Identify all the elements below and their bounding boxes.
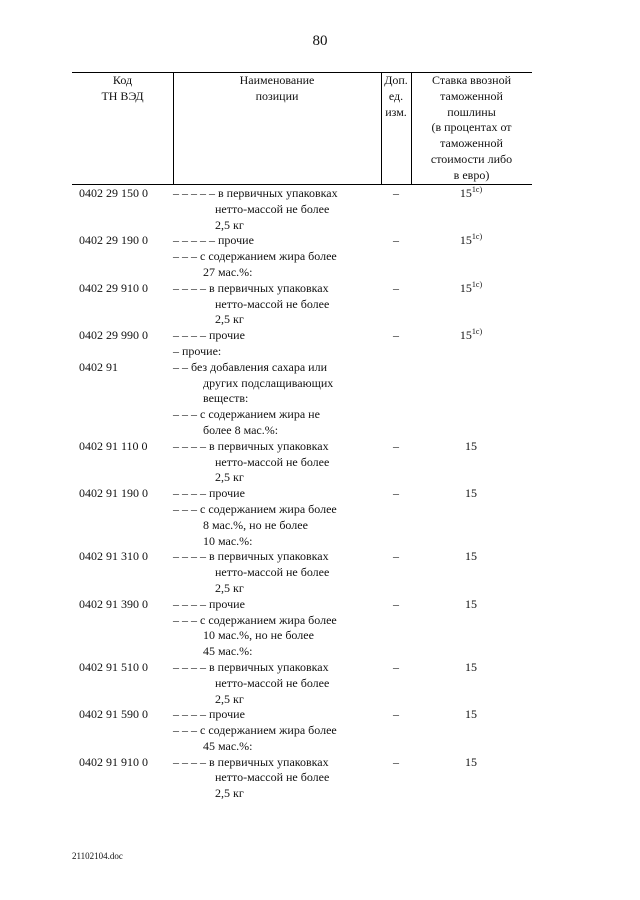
position-name xyxy=(173,328,388,344)
position-name-line: 10 мас.%: xyxy=(203,533,253,548)
table-row xyxy=(72,486,532,502)
position-name-line: 2,5 кг xyxy=(215,786,244,801)
duty-rate xyxy=(410,755,532,771)
header-unit xyxy=(381,73,411,120)
header-rate-line: стоимости либо xyxy=(430,151,513,166)
position-name xyxy=(173,502,388,549)
header-unit-line: ед. xyxy=(388,88,404,103)
position-name-line: 8 мас.%, но не более xyxy=(203,517,308,532)
duty-rate-value: 15 xyxy=(459,280,472,295)
table-row xyxy=(72,613,532,660)
duty-rate xyxy=(410,597,532,613)
extra-unit: – xyxy=(393,233,399,248)
table-row xyxy=(72,328,532,344)
position-name xyxy=(173,755,388,802)
header-rate xyxy=(411,73,532,184)
position-name-line: 45 мас.%: xyxy=(203,644,253,659)
extra-unit: – xyxy=(393,549,399,564)
extra-unit: – xyxy=(393,659,399,674)
position-name-line: – – – с содержанием жира более xyxy=(173,501,337,516)
duty-rate-value: 15 xyxy=(465,754,477,769)
duty-rate-value: 15 xyxy=(465,486,477,501)
column-divider xyxy=(411,73,412,184)
footnote-mark: 1c) xyxy=(471,185,483,194)
table-row xyxy=(72,249,532,281)
header-rate-line: Ставка ввозной xyxy=(431,73,512,87)
duty-rate-value: 15 xyxy=(465,659,477,674)
table-row xyxy=(72,186,532,233)
duty-rate-value: 15 xyxy=(465,596,477,611)
tariff-code: 0402 91 110 0 xyxy=(79,438,148,453)
position-name xyxy=(173,707,388,723)
header-code-line: ТН ВЭД xyxy=(101,88,144,103)
position-name xyxy=(173,439,388,486)
table-row xyxy=(72,549,532,596)
position-name-line: – – – – прочие xyxy=(173,596,245,611)
extra-unit: – xyxy=(393,328,399,343)
header-name-line: Наименование xyxy=(239,73,315,87)
position-name-line: – – – с содержанием жира более xyxy=(173,249,337,264)
extra-unit: – xyxy=(393,707,399,722)
position-name-line: – – – – прочие xyxy=(173,328,245,343)
position-name xyxy=(173,186,388,233)
duty-rate-value: 15 xyxy=(465,438,477,453)
header-rate-line: таможенной xyxy=(440,88,503,103)
position-name xyxy=(173,407,388,439)
duty-rate-value: 15 xyxy=(465,549,477,564)
extra-unit: – xyxy=(393,596,399,611)
duty-rate xyxy=(410,439,532,455)
position-name-line: 27 мас.%: xyxy=(203,264,253,279)
position-name-line: – – – – – в первичных упаковках xyxy=(173,186,338,200)
position-name-line: – – – – в первичных упаковках xyxy=(173,280,329,295)
position-name-line: 2,5 кг xyxy=(215,580,244,595)
position-name-line: нетто-массой не более xyxy=(215,201,330,216)
position-name-line: – – – – в первичных упаковках xyxy=(173,438,329,453)
position-name-line: – – – с содержанием жира более xyxy=(173,723,337,738)
position-name xyxy=(173,233,388,249)
table-row xyxy=(72,439,532,486)
tariff-code: 0402 91 510 0 xyxy=(79,659,148,674)
table-row xyxy=(72,597,532,613)
table-row xyxy=(72,660,532,707)
position-name xyxy=(173,249,388,281)
position-name-line: 10 мас.%, но не более xyxy=(203,628,314,643)
duty-rate-value: 15 xyxy=(459,328,472,343)
duty-rate-value: 15 xyxy=(459,233,472,248)
duty-rate-value: 15 xyxy=(459,186,472,200)
table-row xyxy=(72,360,532,407)
header-unit-line: Доп. xyxy=(384,73,408,87)
position-name-line: других подслащивающих xyxy=(203,375,334,390)
position-name-line: – – – – в первичных упаковках xyxy=(173,549,329,564)
position-name-line: нетто-массой не более xyxy=(215,770,330,785)
position-name-line: – – – с содержанием жира не xyxy=(173,407,320,422)
tariff-code: 0402 29 190 0 xyxy=(79,233,148,248)
position-name-line: нетто-массой не более xyxy=(215,296,330,311)
duty-rate xyxy=(410,328,532,344)
position-name-line: – – – – в первичных упаковках xyxy=(173,659,329,674)
header-rate-line: таможенной xyxy=(440,136,503,151)
position-name-line: более 8 мас.%: xyxy=(203,422,279,437)
duty-rate xyxy=(410,660,532,676)
column-divider xyxy=(381,73,382,184)
extra-unit: – xyxy=(393,186,399,200)
position-name-line: нетто-массой не более xyxy=(215,565,330,580)
tariff-code: 0402 91 190 0 xyxy=(79,486,148,501)
position-name-line: – – – – в первичных упаковках xyxy=(173,754,329,769)
tariff-code: 0402 91 310 0 xyxy=(79,549,148,564)
position-name xyxy=(173,360,388,407)
footnote-mark: 1c) xyxy=(471,327,483,337)
header-name-line: позиции xyxy=(255,88,299,103)
position-name xyxy=(173,486,388,502)
position-name-line: веществ: xyxy=(203,391,249,406)
tariff-code: 0402 91 390 0 xyxy=(79,596,148,611)
header-name xyxy=(173,73,381,105)
table-row xyxy=(72,281,532,328)
duty-rate xyxy=(410,233,532,249)
position-name-line: 45 мас.%: xyxy=(203,738,253,753)
position-name-line: – – – – прочие xyxy=(173,486,245,501)
extra-unit: – xyxy=(393,280,399,295)
footnote-mark: 1c) xyxy=(471,279,483,289)
position-name xyxy=(173,660,388,707)
duty-rate xyxy=(410,707,532,723)
page-number: 80 xyxy=(312,33,328,49)
table-row xyxy=(72,233,532,249)
file-name-footer: 21102104.doc xyxy=(72,851,123,861)
tariff-code: 0402 29 910 0 xyxy=(79,280,148,295)
position-name xyxy=(173,549,388,596)
duty-rate xyxy=(410,486,532,502)
position-name-line: – прочие: xyxy=(173,343,222,358)
position-name xyxy=(173,723,388,755)
header-code-line: Код xyxy=(112,73,133,87)
header-rate-line: в евро) xyxy=(453,167,490,182)
tariff-code: 0402 91 910 0 xyxy=(79,754,148,769)
header-rate-line: пошлины xyxy=(447,104,496,119)
position-name-line: – – без добавления сахара или xyxy=(173,359,328,374)
extra-unit: – xyxy=(393,754,399,769)
position-name-line: 2,5 кг xyxy=(215,470,244,485)
duty-rate xyxy=(410,549,532,565)
duty-rate xyxy=(410,186,532,202)
tariff-code: 0402 29 990 0 xyxy=(79,328,148,343)
position-name-line: 2,5 кг xyxy=(215,691,244,706)
extra-unit: – xyxy=(393,438,399,453)
footnote-mark: 1c) xyxy=(471,232,483,242)
duty-rate xyxy=(410,281,532,297)
table-row xyxy=(72,502,532,549)
header-unit-line: изм. xyxy=(385,104,407,119)
position-name-line: 2,5 кг xyxy=(215,217,244,232)
position-name xyxy=(173,344,388,360)
position-name-line: – – – – – прочие xyxy=(173,233,254,248)
position-name xyxy=(173,597,388,613)
position-name-line: – – – с содержанием жира более xyxy=(173,612,337,627)
extra-unit: – xyxy=(393,486,399,501)
position-name-line: 2,5 кг xyxy=(215,312,244,327)
position-name-line: нетто-массой не более xyxy=(215,454,330,469)
table-row xyxy=(72,407,532,439)
table-row xyxy=(72,723,532,755)
header-code xyxy=(72,73,173,105)
table-row xyxy=(72,344,532,360)
position-name-line: нетто-массой не более xyxy=(215,675,330,690)
position-name-line: – – – – прочие xyxy=(173,707,245,722)
table-row xyxy=(72,707,532,723)
duty-rate-value: 15 xyxy=(465,707,477,722)
tariff-code: 0402 91 xyxy=(79,359,118,374)
table-body xyxy=(72,185,532,802)
tariff-code: 0402 29 150 0 xyxy=(79,186,148,200)
column-divider xyxy=(173,73,174,184)
tariff-table xyxy=(72,72,532,802)
position-name xyxy=(173,613,388,660)
position-name xyxy=(173,281,388,328)
header-rate-line: (в процентах от xyxy=(431,120,512,135)
table-row xyxy=(72,755,532,802)
tariff-code: 0402 91 590 0 xyxy=(79,707,148,722)
table-header xyxy=(72,72,532,185)
